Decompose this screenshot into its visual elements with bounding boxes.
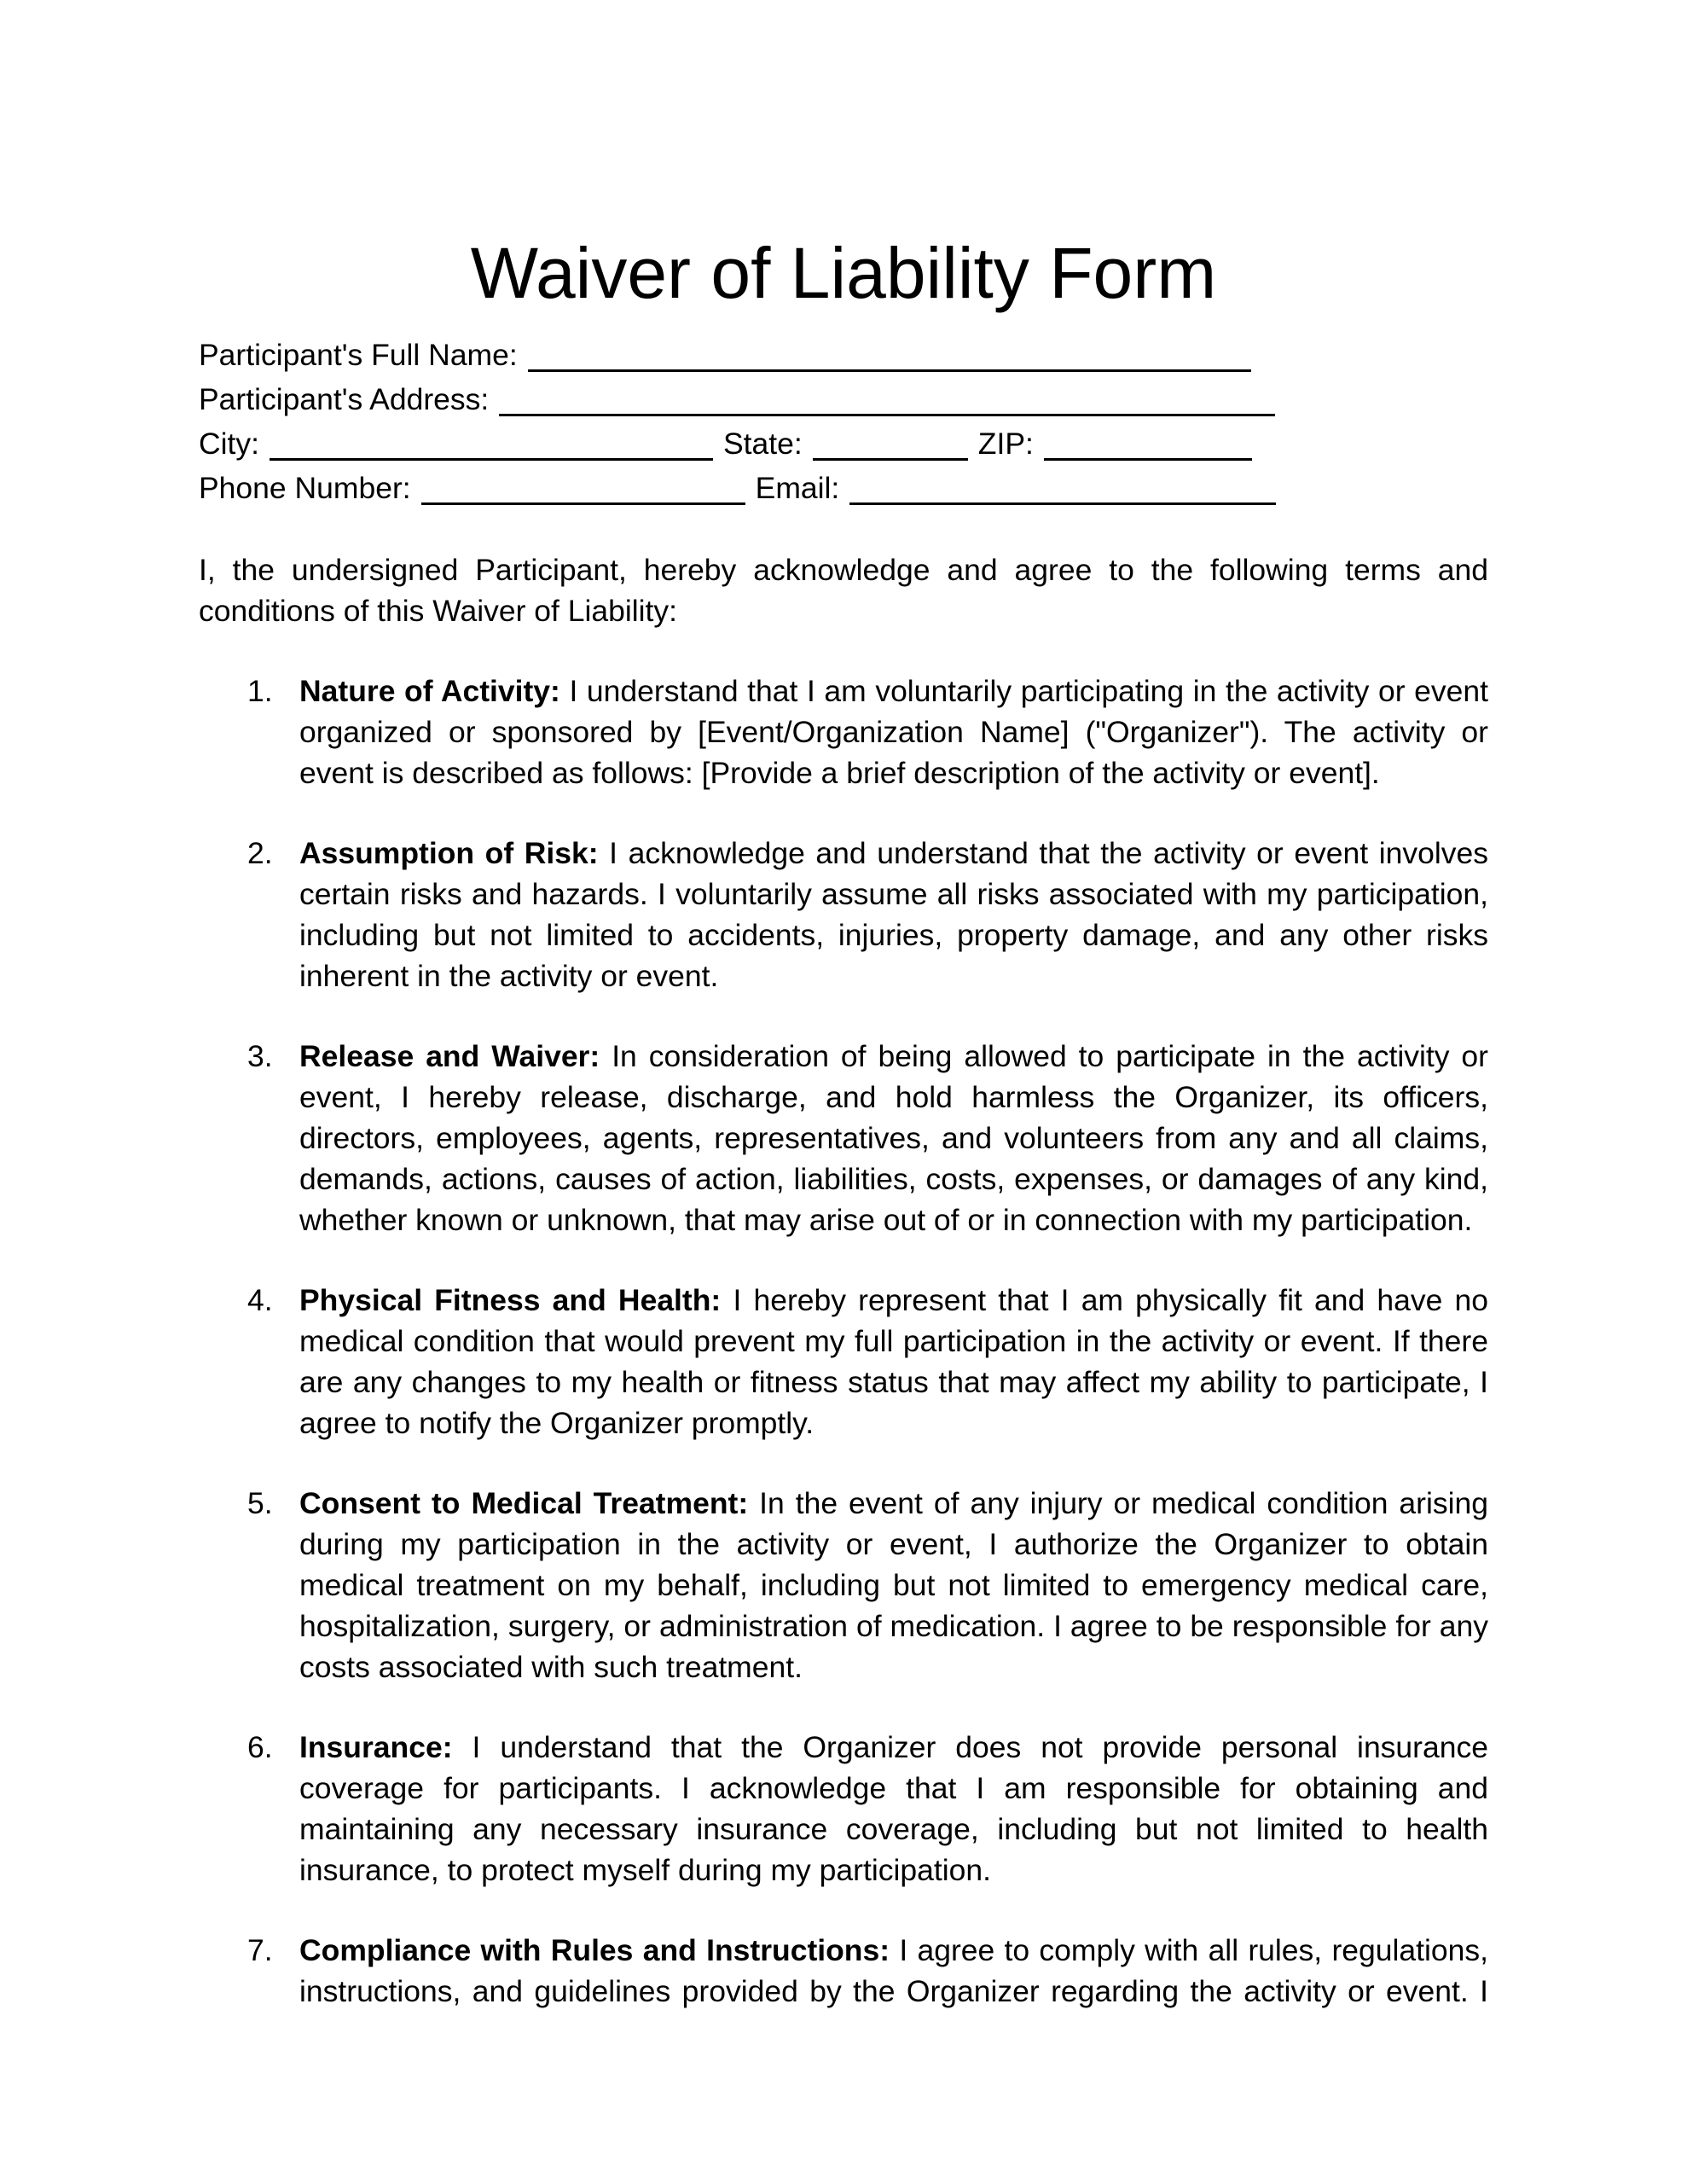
term-body: I acknowledge and understand that the activity or event involves certain risks and hazards. I voluntarily assume all risks associated with my participation, including but not limited to accidents, injuries, property damage, and any other risks inherent in the activity or event. [299, 835, 1488, 993]
term-heading: Compliance with Rules and Instructions: [299, 1932, 890, 1967]
email-label: Email: [755, 470, 840, 505]
term-number: 4. [247, 1282, 273, 1317]
phone-email-row [199, 466, 1488, 510]
address-blank-line[interactable] [499, 380, 1275, 416]
term-item-compliance-with-rules [199, 1930, 1488, 2012]
address-row [199, 377, 1488, 421]
term-body: I agree to comply with all rules, regulations, instructions, and guidelines provided by the Organizer regarding the activity or event. I [299, 1932, 1488, 2008]
term-item-nature-of-activity [199, 671, 1488, 793]
phone-blank-line[interactable] [421, 468, 745, 505]
term-heading: Consent to Medical Treatment: [299, 1485, 749, 1520]
term-number: 5. [247, 1485, 273, 1520]
zip-blank-line[interactable] [1044, 424, 1252, 461]
term-number: 7. [247, 1932, 273, 1967]
city-blank-line[interactable] [270, 424, 713, 461]
term-item-physical-fitness-and-health [199, 1280, 1488, 1443]
term-body: In the event of any injury or medical condition arising during my participation in the activity or event, I authorize the Organizer to obtain medical treatment on my behalf, including but not limited to emergency medical care, hospitalization, surgery, or administration of medication. I agree to be responsible for any costs associated with such treatment. [299, 1485, 1488, 1684]
full-name-row [199, 333, 1488, 377]
term-heading: Nature of Activity: [299, 673, 560, 708]
term-heading: Insurance: [299, 1729, 453, 1764]
term-item-insurance [199, 1727, 1488, 1891]
terms-list [199, 671, 1488, 2012]
city-state-zip-row [199, 421, 1488, 466]
full-name-label: Participant's Full Name: [199, 337, 518, 372]
zip-label: ZIP: [977, 426, 1034, 461]
intro-paragraph: I, the undersigned Participant, hereby acknowledge and agree to the following terms and conditions of this Waiver of Liability: [199, 552, 1488, 628]
term-body: I hereby represent that I am physically fit and have no medical condition that would prevent my full participation in the activity or event. If there are any changes to my health or fitness status that may affect my ability to participate, I agree to notify the Organizer promptly. [299, 1282, 1489, 1440]
phone-label: Phone Number: [199, 470, 411, 505]
term-number: 2. [247, 835, 273, 870]
term-number: 6. [247, 1729, 273, 1764]
term-heading: Assumption of Risk: [299, 835, 599, 870]
city-label: City: [199, 426, 259, 461]
term-item-release-and-waiver [199, 1036, 1488, 1240]
address-label: Participant's Address: [199, 381, 490, 416]
term-heading: Release and Waiver: [299, 1038, 600, 1073]
term-number: 1. [247, 673, 273, 708]
term-heading: Physical Fitness and Health: [299, 1282, 722, 1317]
state-blank-line[interactable] [813, 424, 968, 461]
email-blank-line[interactable] [849, 468, 1276, 505]
term-item-assumption-of-risk [199, 833, 1488, 996]
term-body: In consideration of being allowed to participate in the activity or event, I hereby release, discharge, and hold harmless the Organizer, its officers, directors, employees, agents, representatives, and volunteers from any and all claims, demands, actions, causes of action, liabilities, costs, expenses, or damages of any kind, whether known or unknown, that may arise out of or in connection with my participation. [299, 1038, 1488, 1237]
full-name-blank-line[interactable] [528, 335, 1251, 372]
term-number: 3. [247, 1038, 273, 1073]
page-title: Waiver of Liability Form [470, 233, 1217, 313]
term-item-consent-to-medical-treatment [199, 1483, 1488, 1687]
term-body: I understand that I am voluntarily participating in the activity or event organized or sponsored by [Event/Organization Name] ("Organizer"). The activity or event is described as follows: [Provide a brief description of the activity or event]. [299, 673, 1488, 790]
term-body: I understand that the Organizer does not provide personal insurance coverage for participants. I acknowledge that I am responsible for obtaining and maintaining any necessary insurance coverage, including but not limited to health insurance, to protect myself during my participation. [299, 1729, 1488, 1887]
state-label: State: [723, 426, 803, 461]
